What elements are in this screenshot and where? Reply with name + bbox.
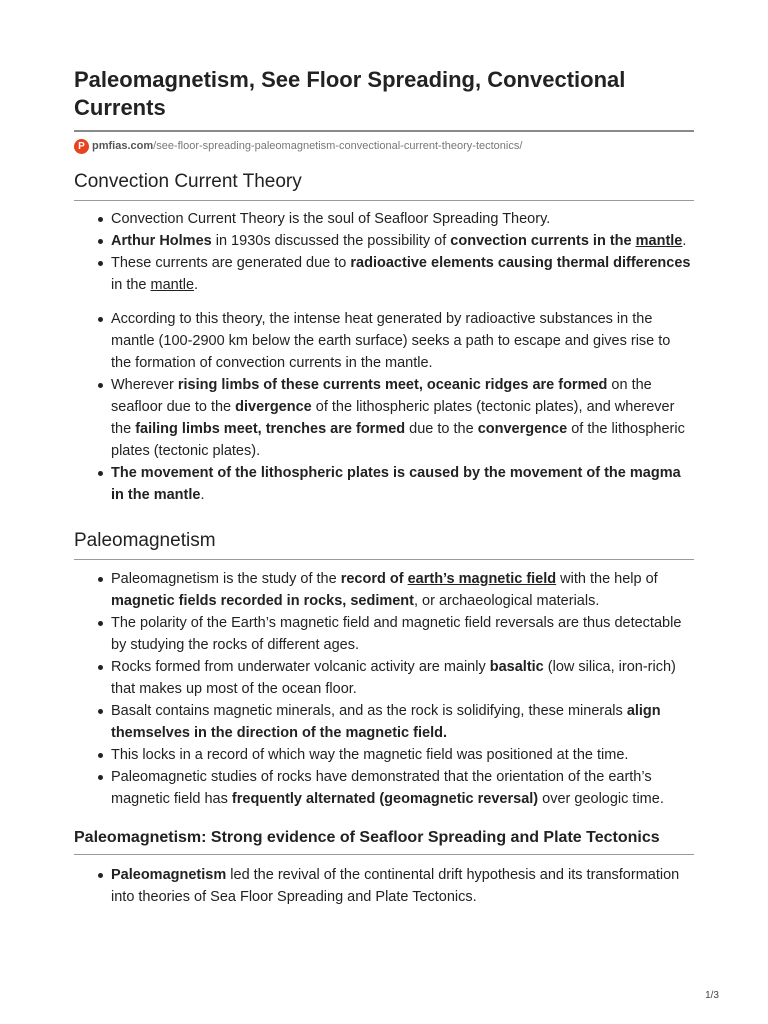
source-domain[interactable]: pmfias.com	[92, 140, 154, 152]
convection-list-continued	[74, 308, 694, 506]
list-item: Rocks formed from underwater volcanic activity are mainly basaltic (low silica, iron-rich) that makes up most of the ocean floor.	[74, 656, 694, 700]
list-item: These currents are generated due to radioactive elements causing thermal differences in the mantle.	[74, 252, 694, 296]
mantle-link[interactable]: mantle	[635, 233, 683, 249]
list-item: According to this theory, the intense heat generated by radioactive substances in the mantle (100-2900 km below the earth surface) seeks a path to escape and gives rise to the formation of convection currents in the mantle.	[74, 308, 694, 374]
list-item: Paleomagnetism led the revival of the continental drift hypothesis and its transformation into theories of Sea Floor Spreading and Plate Tectonics.	[74, 864, 694, 908]
mantle-link[interactable]: mantle	[150, 277, 195, 293]
section-heading-evidence: Paleomagnetism: Strong evidence of Seafloor Spreading and Plate Tectonics	[74, 827, 694, 855]
page-title: Paleomagnetism, See Floor Spreading, Convectional Currents	[74, 66, 694, 132]
paleomagnetism-list	[74, 568, 694, 810]
source-path[interactable]: /see-floor-spreading-paleomagnetism-convectional-current-theory-tectonics/	[153, 140, 523, 152]
convection-list	[74, 208, 694, 296]
page-number: 1/3	[705, 990, 719, 1001]
section-heading-convection: Convection Current Theory	[74, 171, 694, 201]
list-item: Convection Current Theory is the soul of Seafloor Spreading Theory.	[74, 208, 694, 230]
list-item: The polarity of the Earth’s magnetic field and magnetic field reversals are thus detectable by studying the rocks of different ages.	[74, 612, 694, 656]
list-item: Arthur Holmes in 1930s discussed the possibility of convection currents in the mantle.	[74, 230, 694, 252]
evidence-list	[74, 864, 694, 908]
list-item: Paleomagnetic studies of rocks have demonstrated that the orientation of the earth’s magnetic field has frequently alternated (geomagnetic reversal) over geologic time.	[74, 766, 694, 810]
document-page	[74, 66, 694, 908]
section-heading-paleomagnetism: Paleomagnetism	[74, 530, 694, 560]
list-item: Wherever rising limbs of these currents meet, oceanic ridges are formed on the seafloor due to the divergence of the lithospheric plates (tectonic plates), and wherever the failing limbs meet, trenches are formed due to the convergence of the lithospheric plates (tectonic plates).	[74, 374, 694, 462]
source-line	[74, 138, 694, 154]
list-item: The movement of the lithospheric plates is caused by the movement of the magma in the mantle.	[74, 462, 694, 506]
list-item: Basalt contains magnetic minerals, and as the rock is solidifying, these minerals align themselves in the direction of the magnetic field.	[74, 700, 694, 744]
pmfias-logo-icon: P	[74, 139, 89, 154]
list-item: This locks in a record of which way the magnetic field was positioned at the time.	[74, 744, 694, 766]
earths-magnetic-field-link[interactable]: earth’s magnetic field	[407, 571, 557, 587]
list-item: Paleomagnetism is the study of the record of earth’s magnetic field with the help of magnetic fields recorded in rocks, sediment, or archaeological materials.	[74, 568, 694, 612]
